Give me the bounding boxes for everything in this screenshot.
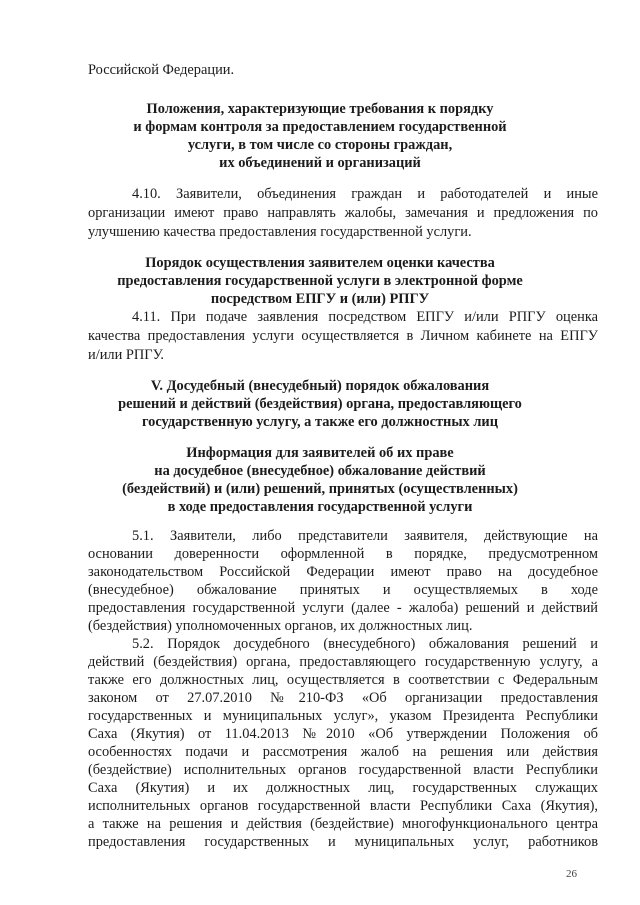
paragraph-line: организации имеют право направлять жалобы, замечания и предложения по bbox=[88, 205, 598, 221]
section-heading-line: посредством ЕПГУ и (или) РПГУ bbox=[210, 291, 430, 307]
section-heading-line: Положения, характеризующие требования к порядку bbox=[146, 101, 494, 117]
paragraph-line: законодательством Российской Федерации имеют право на досудебное bbox=[88, 564, 598, 580]
paragraph-line: (бездействия) уполномоченных органов, их должностных лиц. bbox=[88, 618, 473, 634]
section-heading-line: их объединений и организаций bbox=[219, 155, 421, 171]
paragraph-line: и/или РПГУ. bbox=[88, 347, 165, 363]
paragraph-line: качества предоставления услуги осуществляется в Личном кабинете на ЕПГУ bbox=[88, 328, 598, 344]
paragraph-line: 5.2. Порядок досудебного (внесудебного) обжалования решений и bbox=[132, 636, 598, 652]
section-heading-line: Порядок осуществления заявителем оценки качества bbox=[145, 255, 495, 271]
paragraph-line: Саха (Якутия) и их должностных лиц, государственных служащих bbox=[88, 780, 598, 796]
paragraph-line: предоставления государственных и муниципальных услуг, работников bbox=[88, 834, 598, 850]
paragraph-line: а также на решения и действия (бездействие) многофункционального центра bbox=[88, 816, 598, 832]
paragraph-line: государственных и муниципальных услуг», указом Президента Республики bbox=[88, 708, 598, 724]
section-heading-line: (бездействий) и (или) решений, принятых (осуществленных) bbox=[122, 481, 518, 497]
chapter-heading-line: государственную услугу, а также его должностных лиц bbox=[141, 414, 499, 430]
paragraph-line: основании доверенности оформленной в порядке, предусмотренном bbox=[88, 546, 598, 562]
paragraph-line: предоставления государственной услуги (далее - жалоба) решений и действий bbox=[88, 600, 598, 616]
paragraph-line: также его должностных лиц, осуществляется в соответствии с Федеральным bbox=[88, 672, 598, 688]
chapter-heading-line: V. Досудебный (внесудебный) порядок обжалования bbox=[150, 378, 490, 394]
paragraph-line: законом от 27.07.2010 №210-ФЗ «Об организации предоставления bbox=[88, 690, 598, 706]
paragraph-line: 4.10. Заявители, объединения граждан и работодателей и иные bbox=[132, 186, 598, 202]
section-heading-line: услуги, в том числе со стороны граждан, bbox=[187, 137, 453, 153]
section-heading-line: в ходе предоставления государственной услуги bbox=[167, 499, 473, 515]
paragraph-line: (внесудебное) обжалование принятых и осуществляемых в ходе bbox=[88, 582, 598, 598]
paragraph-line: (бездействие) исполнительных органов государственной власти Республики bbox=[88, 762, 598, 778]
paragraph-line: действий (бездействия) органа, предоставляющего государственную услугу, а bbox=[88, 654, 598, 670]
page-number: 26 bbox=[566, 868, 577, 880]
paragraph-line: Саха (Якутия) от 11.04.2013 №2010 «Об утверждении Положения об bbox=[88, 726, 598, 742]
chapter-heading-line: решений и действий (бездействия) органа, предоставляющего bbox=[118, 396, 522, 412]
paragraph-line: 4.11. При подаче заявления посредством ЕПГУ и/или РПГУ оценка bbox=[132, 309, 598, 325]
paragraph-line: особенностях подачи и рассмотрения жалоб на решения или действия bbox=[88, 744, 598, 760]
paragraph-line: улучшению качества предоставления государственной услуги. bbox=[88, 224, 472, 240]
continuation-line: Российской Федерации. bbox=[88, 62, 235, 78]
section-heading-line: предоставления государственной услуги в электронной форме bbox=[117, 273, 523, 289]
section-heading-line: на досудебное (внесудебное) обжалование действий bbox=[154, 463, 486, 479]
section-heading-line: и формам контроля за предоставлением государственной bbox=[133, 119, 507, 135]
section-heading-line: Информация для заявителей об их праве bbox=[186, 445, 454, 461]
paragraph-line: исполнительных органов государственной власти Республики Саха (Якутия), bbox=[88, 798, 598, 814]
paragraph-line: 5.1. Заявители, либо представители заявителя, действующие на bbox=[132, 528, 598, 544]
